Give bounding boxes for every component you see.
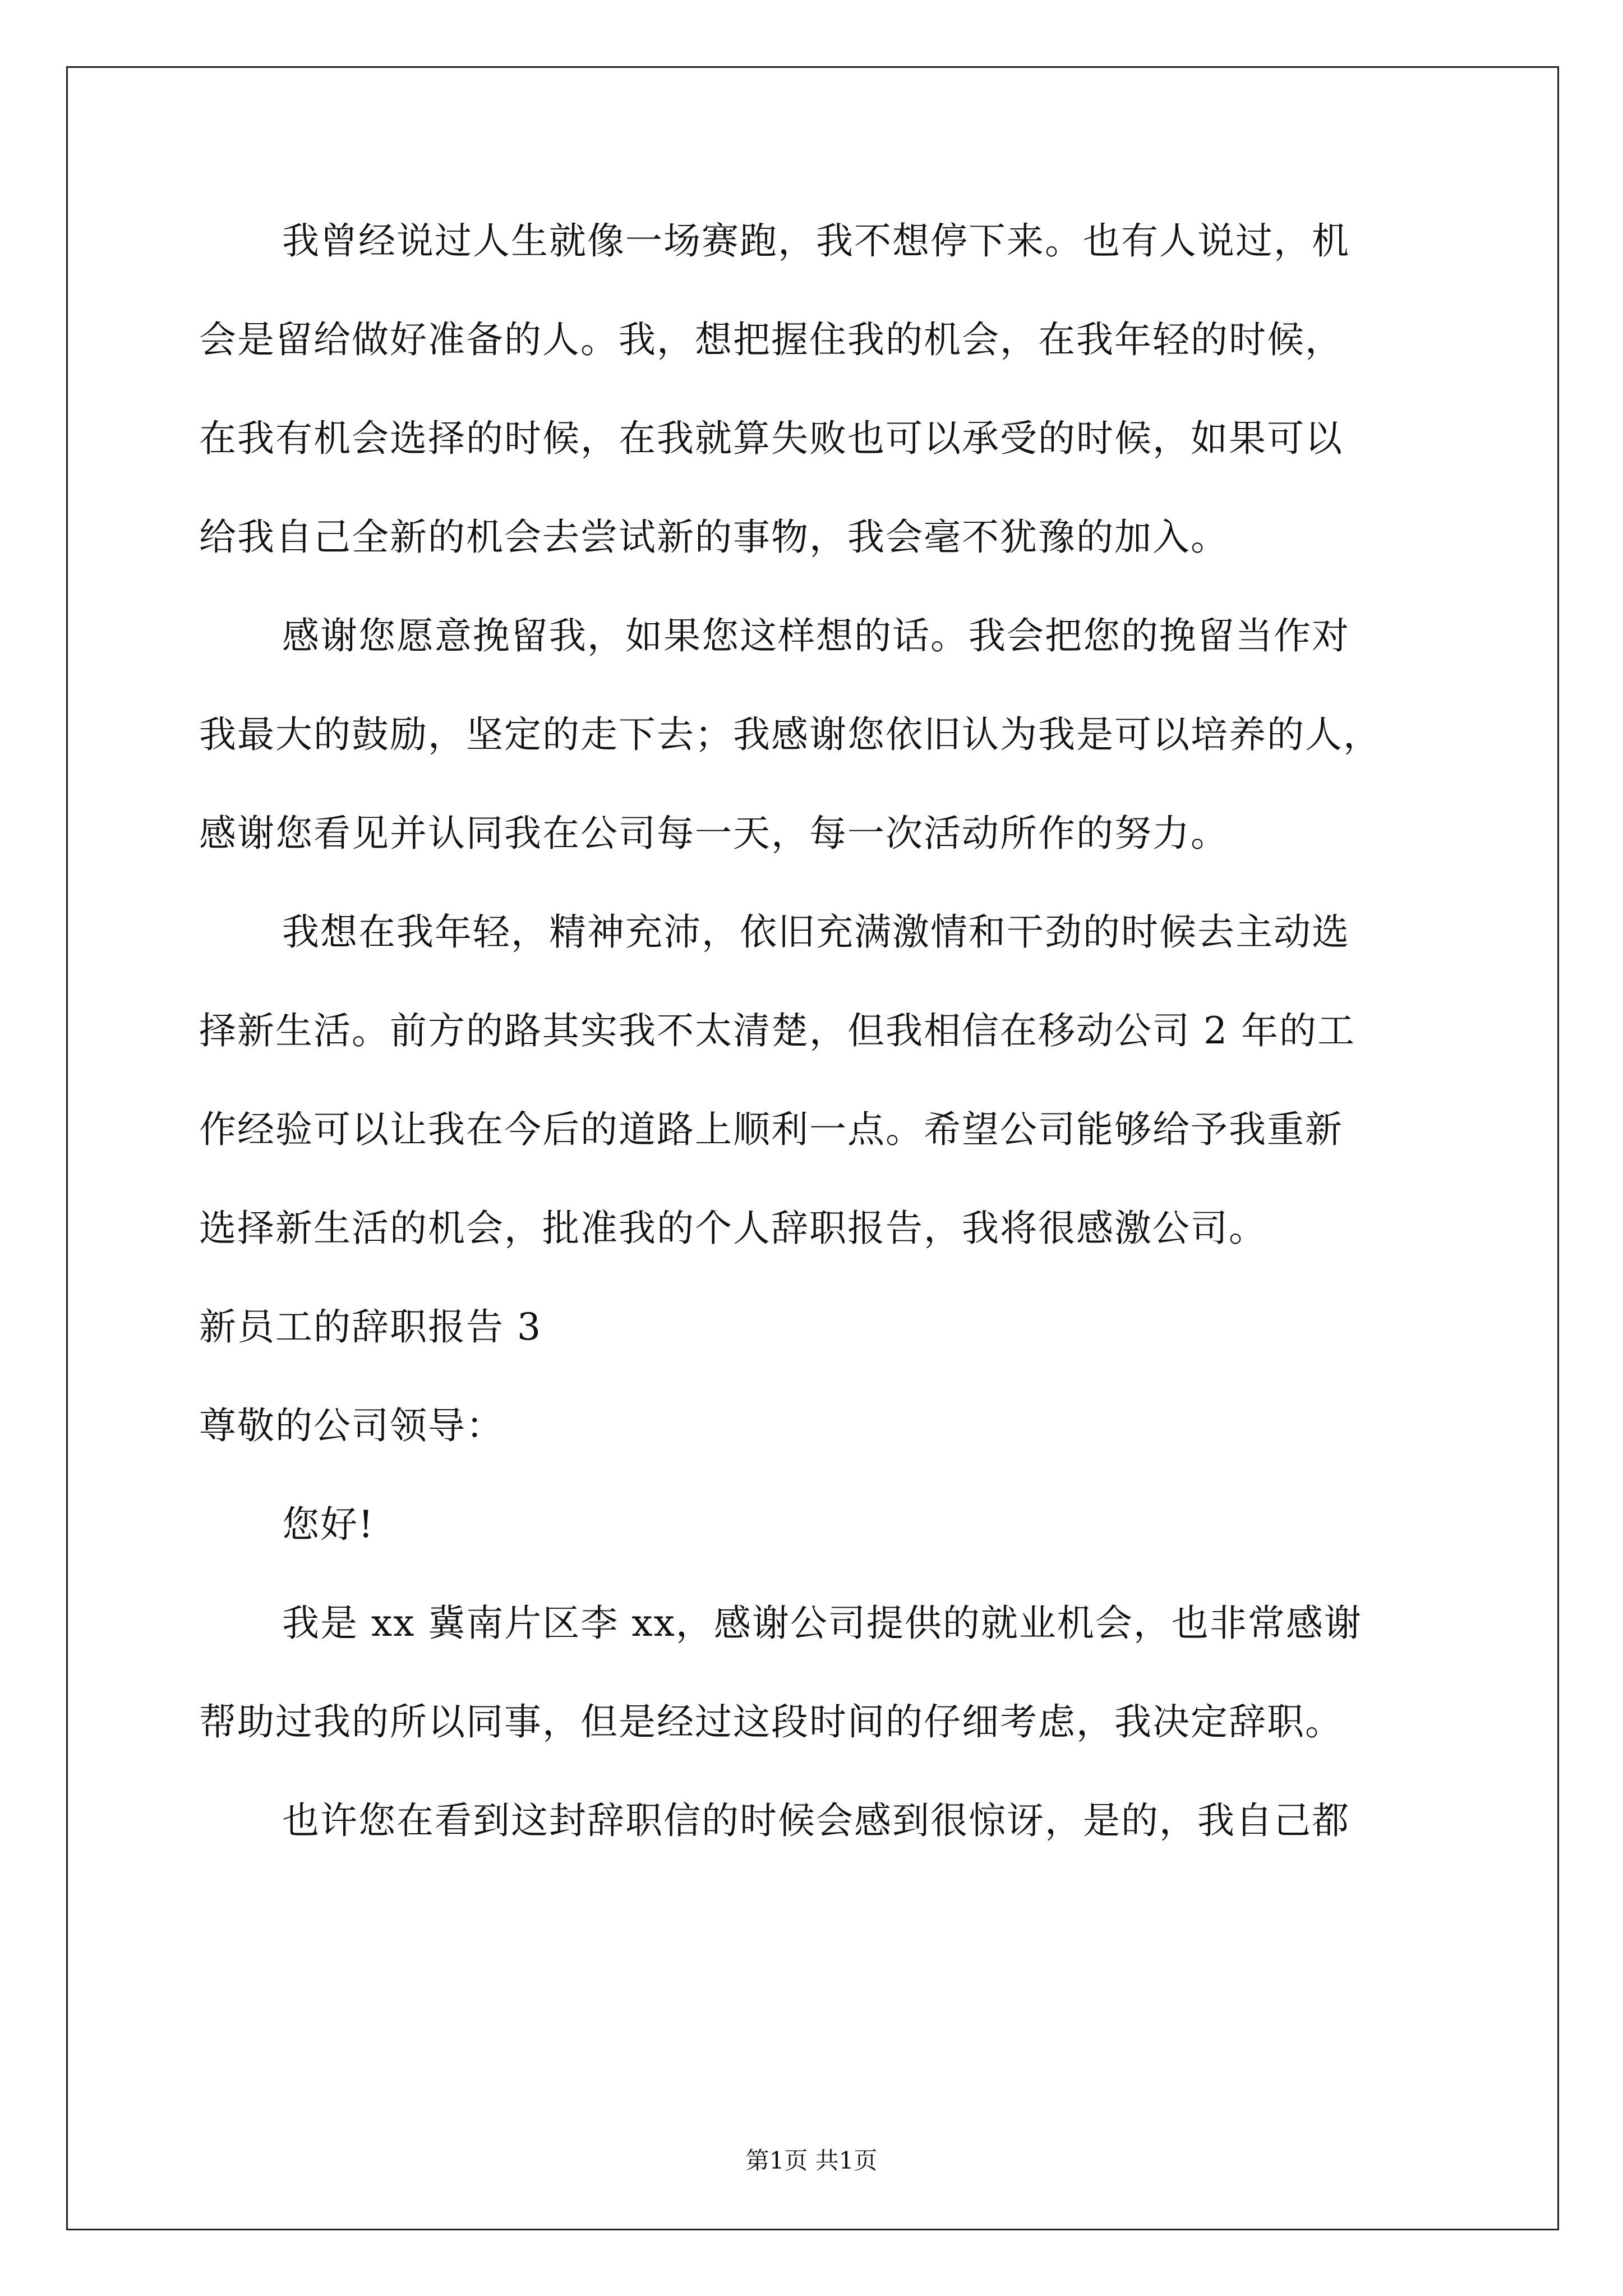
- paragraph-line: 也许您在看到这封辞职信的时候会感到很惊讶，是的，我自己都: [282, 1799, 1350, 1842]
- paragraph-line: 感谢您愿意挽留我，如果您这样想的话。我会把您的挽留当作对: [282, 614, 1350, 657]
- paragraph-line: 择新生活。前方的路其实我不太清楚，但我相信在移动公司 2 年的工: [199, 1009, 1355, 1052]
- salutation: 尊敬的公司领导：: [199, 1404, 504, 1447]
- paragraph-line: 在我有机会选择的时候，在我就算失败也可以承受的时候，如果可以: [199, 417, 1343, 460]
- paragraph-line: 我是 xx 冀南片区李 xx，感谢公司提供的就业机会，也非常感谢: [282, 1602, 1362, 1645]
- page-footer: 第1页 共1页: [745, 2147, 878, 2174]
- paragraph-line: 我想在我年轻，精神充沛，依旧充满激情和干劲的时候去主动选: [282, 910, 1350, 954]
- greeting: 您好!: [282, 1503, 375, 1546]
- paragraph-line: 我最大的鼓励，坚定的走下去；我感谢您依旧认为我是可以培养的人，: [199, 713, 1381, 756]
- paragraph-line: 感谢您看见并认同我在公司每一天，每一次活动所作的努力。: [199, 812, 1229, 855]
- paragraph-line: 会是留给做好准备的人。我，想把握住我的机会，在我年轻的时候，: [199, 318, 1343, 361]
- paragraph-line: 作经验可以让我在今后的道路上顺利一点。希望公司能够给予我重新: [199, 1108, 1343, 1151]
- paragraph-line: 给我自己全新的机会去尝试新的事物，我会毫不犹豫的加入。: [199, 516, 1229, 559]
- paragraph-line: 选择新生活的机会，批准我的个人辞职报告，我将很感激公司。: [199, 1207, 1267, 1250]
- paragraph-line: 帮助过我的所以同事，但是经过这段时间的仔细考虑，我决定辞职。: [199, 1700, 1343, 1743]
- section-heading: 新员工的辞职报告 3: [199, 1305, 542, 1349]
- paragraph-line: 我曾经说过人生就像一场赛跑，我不想停下来。也有人说过，机: [282, 219, 1350, 263]
